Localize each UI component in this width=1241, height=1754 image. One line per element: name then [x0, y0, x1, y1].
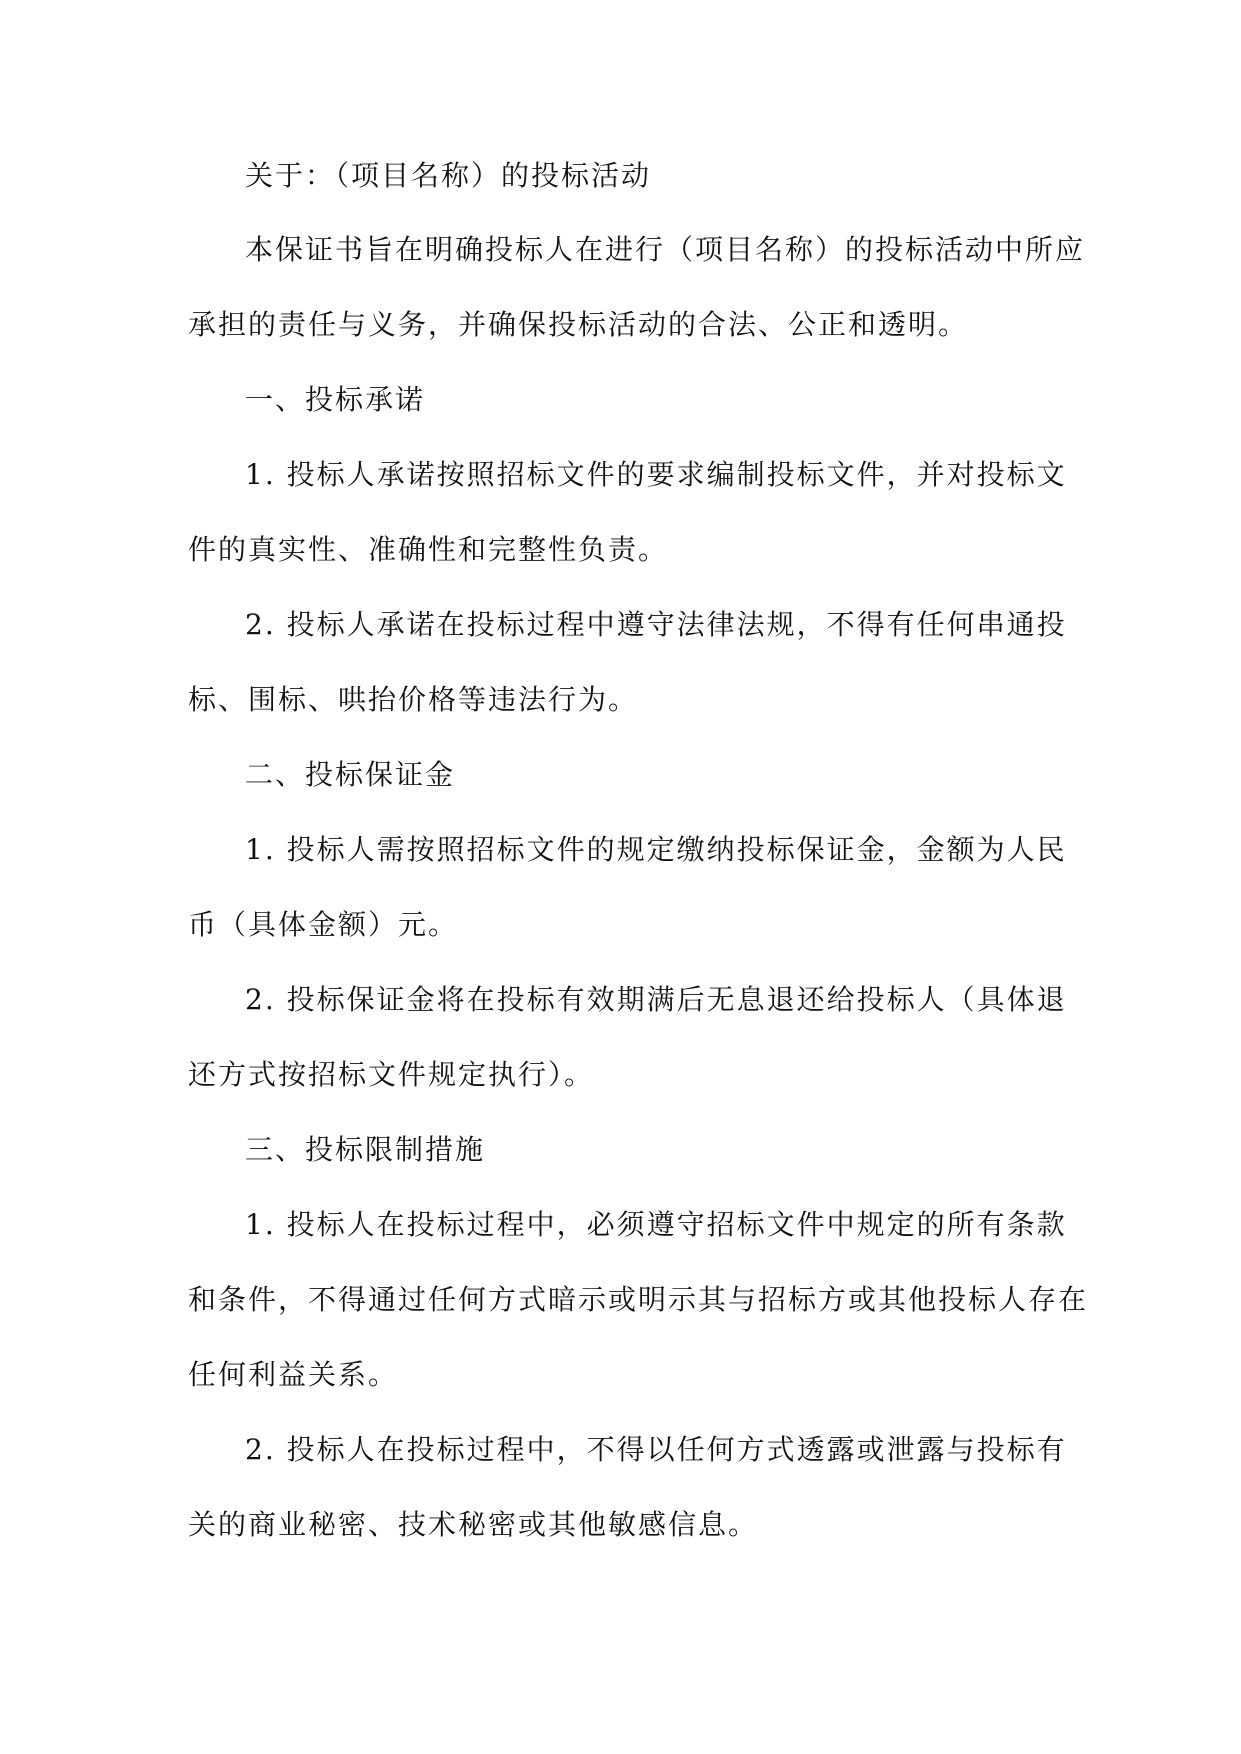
section-1-item-2-line-1: 2. 投标人承诺在投标过程中遵守法律法规，不得有任何串通投 — [245, 608, 1067, 641]
section-3-item-1-line-2: 和条件，不得通过任何方式暗示或明示其与招标方或其他投标人存在 — [188, 1283, 1089, 1316]
section-2-item-2-line-2: 还方式按招标文件规定执行）。 — [188, 1058, 595, 1091]
intro-line-2: 承担的责任与义务，并确保投标活动的合法、公正和透明。 — [188, 308, 969, 341]
section-2-item-1-line-1: 1. 投标人需按照招标文件的规定缴纳投标保证金，金额为人民 — [245, 833, 1067, 866]
section-3-item-1-line-1: 1. 投标人在投标过程中，必须遵守招标文件中规定的所有条款 — [245, 1208, 1067, 1241]
section-heading-2: 二、投标保证金 — [245, 758, 456, 791]
section-1-item-1-line-1: 1. 投标人承诺按照招标文件的要求编制投标文件，并对投标文 — [245, 458, 1067, 491]
section-heading-3: 三、投标限制措施 — [245, 1133, 486, 1166]
section-3-item-2-line-2: 关的商业秘密、技术秘密或其他敏感信息。 — [188, 1508, 759, 1541]
section-1-item-1-line-2: 件的真实性、准确性和完整性负责。 — [188, 533, 669, 566]
section-1-item-2-line-2: 标、围标、哄抬价格等违法行为。 — [188, 683, 639, 716]
section-3-item-2-line-1: 2. 投标人在投标过程中，不得以任何方式透露或泄露与投标有 — [245, 1433, 1067, 1466]
section-heading-1: 一、投标承诺 — [245, 383, 426, 416]
intro-line-1: 本保证书旨在明确投标人在进行（项目名称）的投标活动中所应 — [245, 233, 1086, 266]
section-2-item-1-line-2: 币（具体金额）元。 — [188, 908, 459, 941]
subject-line: 关于：（项目名称）的投标活动 — [245, 159, 652, 192]
section-2-item-2-line-1: 2. 投标保证金将在投标有效期满后无息退还给投标人（具体退 — [245, 983, 1067, 1016]
section-3-item-1-line-3: 任何利益关系。 — [188, 1358, 399, 1391]
